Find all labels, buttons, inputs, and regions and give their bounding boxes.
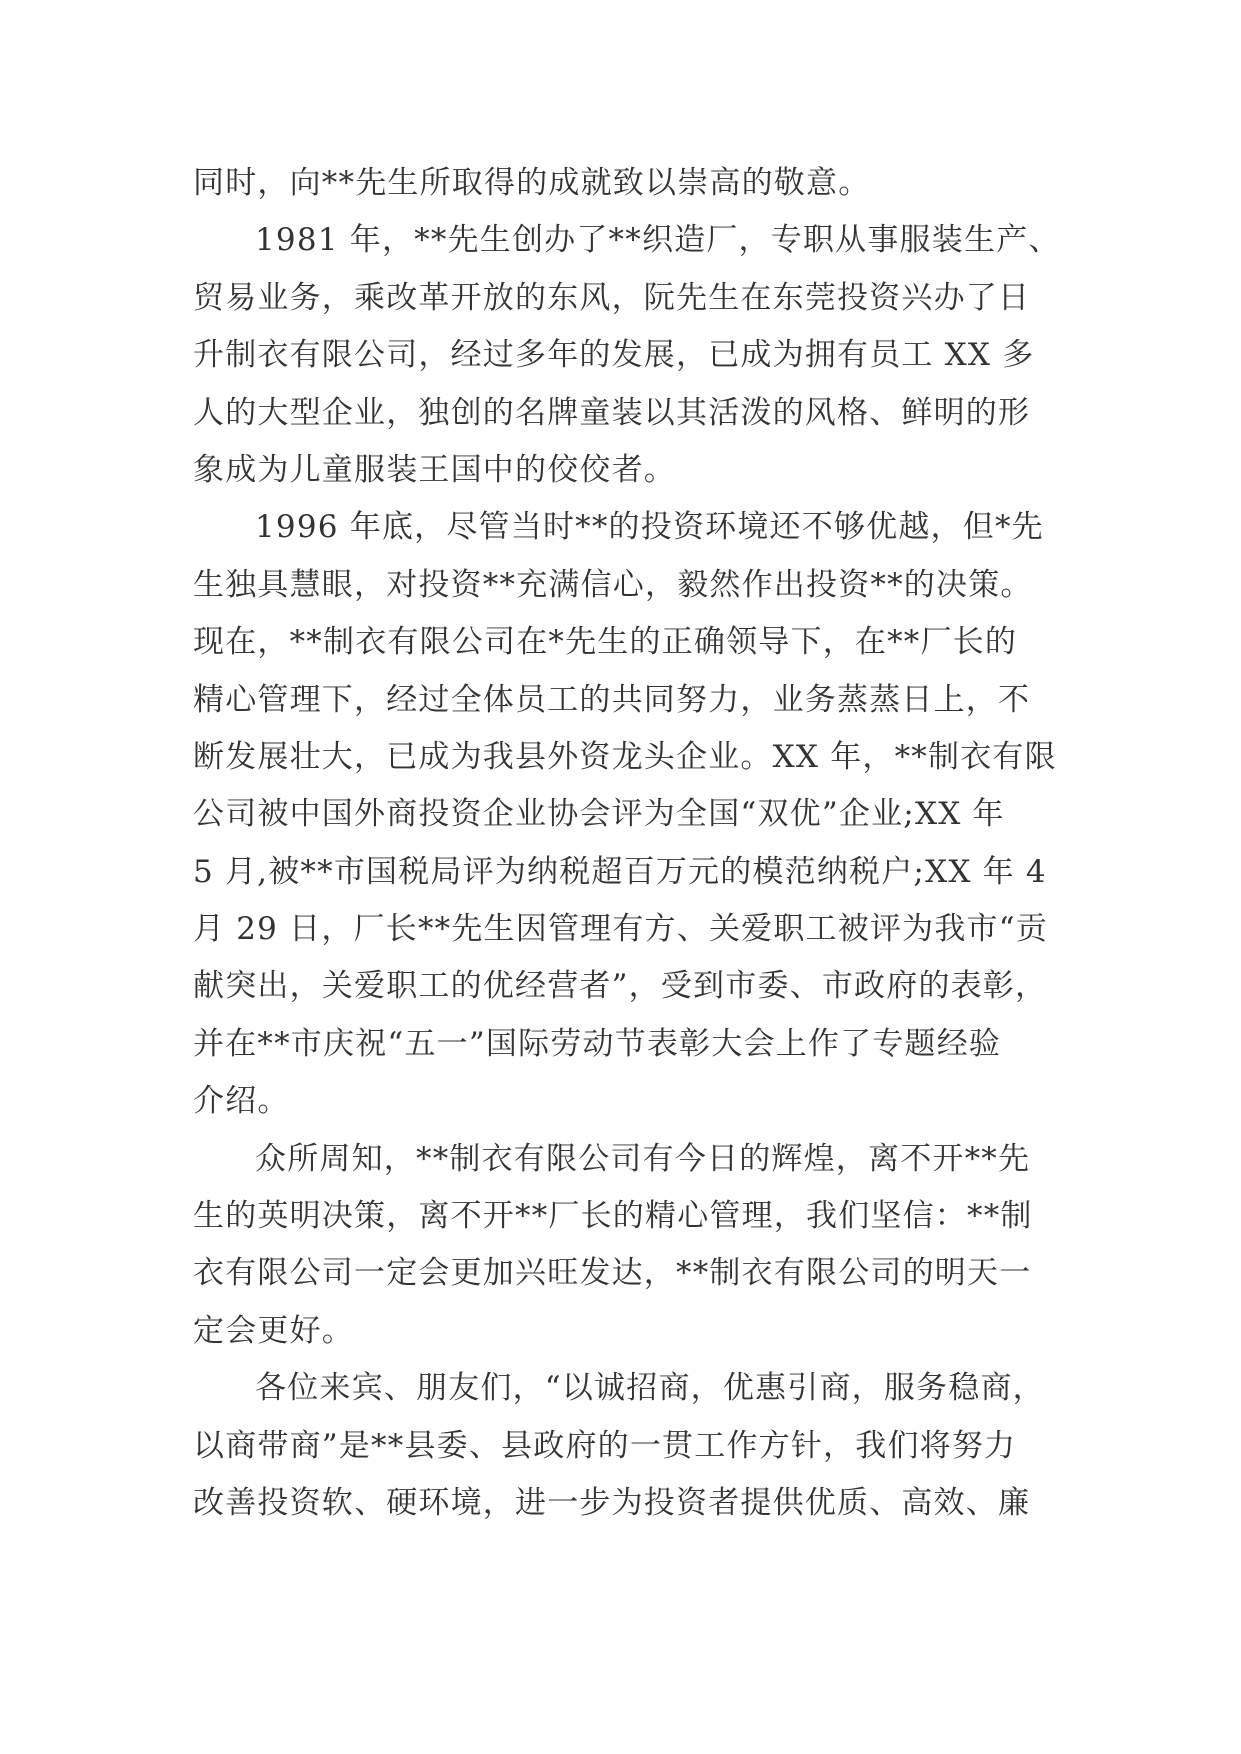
text-line: 众所周知，**制衣有限公司有今日的辉煌，离不开**先 [255, 1140, 1031, 1177]
text-line: 介绍。 [193, 1083, 290, 1120]
text-line: 象成为儿童服装王国中的佼佼者。 [193, 451, 676, 488]
text-line: 生的英明决策，离不开**厂长的精心管理，我们坚信：**制 [193, 1198, 1033, 1235]
text-line: 断发展壮大，已成为我县外资龙头企业。XX 年，**制衣有限 [193, 738, 1057, 775]
text-line: 贸易业务，乘改革开放的东风，阮先生在东莞投资兴办了日 [193, 279, 1031, 316]
text-line: 同时，向**先生所取得的成就致以崇高的敬意。 [193, 165, 871, 201]
text-line: 5 月,被**市国税局评为纳税超百万元的模范纳税户;XX 年 4 [193, 853, 1047, 890]
text-line: 献突出，关爱职工的优经营者”，受到市委、市政府的表彰， [193, 968, 1048, 1005]
text-line: 改善投资软、硬环境，进一步为投资者提供优质、高效、廉 [193, 1484, 1031, 1521]
document-body [193, 155, 1073, 1532]
text-line: 并在**市庆祝“五一”国际劳动节表彰大会上作了专题经验 [193, 1025, 1002, 1062]
text-line: 1996 年底，尽管当时**的投资环境还不够优越，但*先 [255, 509, 1044, 546]
text-line: 月 29 日，厂长**先生因管理有方、关爱职工被评为我市“贡 [193, 911, 1048, 948]
text-line: 精心管理下，经过全体员工的共同努力，业务蒸蒸日上，不 [193, 681, 1031, 718]
text-line: 人的大型企业，独创的名牌童装以其活泼的风格、鲜明的形 [193, 394, 1031, 431]
text-line: 定会更好。 [193, 1312, 354, 1349]
text-line: 升制衣有限公司，经过多年的发展，已成为拥有员工 XX 多 [193, 337, 1035, 374]
text-line: 现在，**制衣有限公司在*先生的正确领导下，在**厂长的 [193, 624, 1018, 661]
text-line: 公司被中国外商投资企业协会评为全国“双优”企业;XX 年 [193, 796, 1005, 833]
text-line: 以商带商”是**县委、县政府的一贯工作方针，我们将努力 [193, 1427, 1017, 1464]
text-line: 各位来宾、朋友们，“以诚招商，优惠引商，服务稳商， [255, 1370, 1045, 1407]
text-line: 1981 年，**先生创办了**织造厂，专职从事服装生产、 [255, 222, 1061, 259]
text-line: 衣有限公司一定会更加兴旺发达，**制衣有限公司的明天一 [193, 1255, 1032, 1292]
text-line: 生独具慧眼，对投资**充满信心，毅然作出投资**的决策。 [193, 566, 1033, 603]
